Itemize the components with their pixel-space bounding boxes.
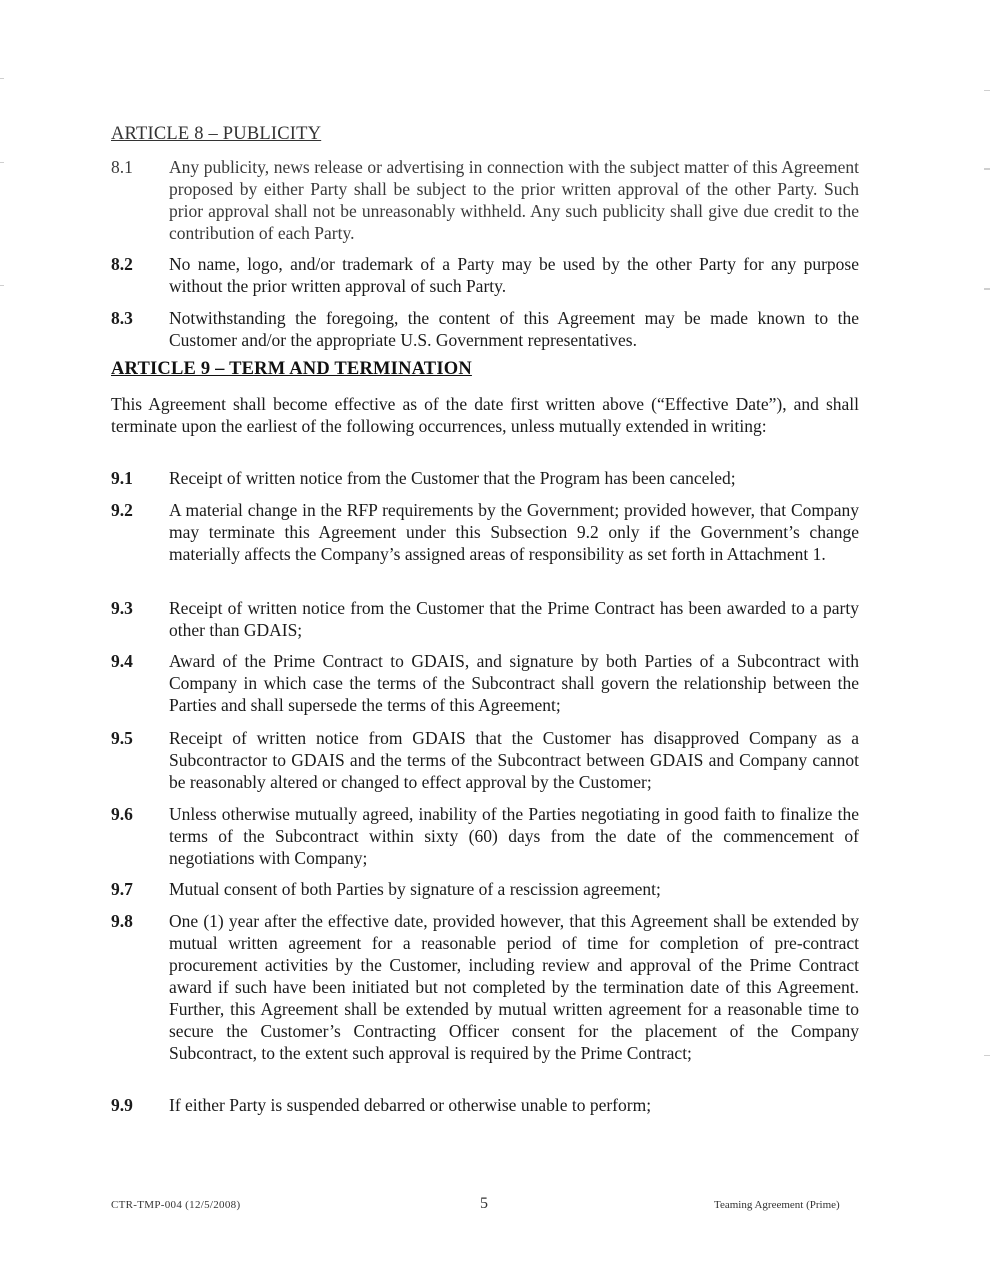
clause-number: 9.7	[111, 879, 133, 899]
clause-number: 8.3	[111, 308, 133, 328]
clause-number: 9.8	[111, 911, 133, 931]
clause-number: 9.4	[111, 651, 133, 671]
page-number: 5	[480, 1195, 488, 1212]
clause-text: Notwithstanding the foregoing, the content of this Agreement may be made known to the Customer and/or the appropriate U.S. Government representatives.	[169, 308, 859, 350]
clause-text: A material change in the RFP requirements by the Government; provided however, that Company may terminate this Agreement under this Subsection 9.2 only if the Government’s change materially affects the Company’s assigned areas of responsibility as set forth in Attachment 1.	[169, 500, 859, 564]
clause-text: Receipt of written notice from the Customer that the Prime Contract has been awarded to a party other than GDAIS;	[169, 598, 859, 640]
footer-doc-id: CTR-TMP-004 (12/5/2008)	[111, 1199, 241, 1211]
scan-mark	[0, 285, 4, 286]
clause-number: 9.1	[111, 468, 133, 488]
footer-title: Teaming Agreement (Prime)	[714, 1199, 840, 1211]
clause-number: 9.3	[111, 598, 133, 618]
scan-mark	[984, 288, 990, 290]
clause-text: Receipt of written notice from the Customer that the Program has been canceled;	[169, 468, 736, 488]
clause-number: 9.9	[111, 1095, 133, 1115]
scan-mark	[0, 162, 4, 163]
clause-number: 9.6	[111, 804, 133, 824]
scan-mark	[984, 168, 990, 170]
clause-text: Any publicity, news release or advertising in connection with the subject matter of this Agreement proposed by either Party shall be subject to the prior written approval of the other Party. Such prior approval shall not be unreasonably withheld. Any such publicity shall give due credit to the contribution of each Party.	[169, 157, 859, 243]
clause-text: No name, logo, and/or trademark of a Party may be used by the other Party for any purpose without the prior written approval of such Party.	[169, 254, 859, 296]
clause-text: Mutual consent of both Parties by signature of a rescission agreement;	[169, 879, 661, 899]
clause-text: Receipt of written notice from GDAIS that the Customer has disapproved Company as a Subcontractor to GDAIS and the terms of the Subcontract between GDAIS and Company cannot be reasonably altered or changed to effect approval by the Customer;	[169, 728, 859, 792]
clause-text: If either Party is suspended debarred or otherwise unable to perform;	[169, 1095, 652, 1115]
clause-text: One (1) year after the effective date, provided however, that this Agreement shall be extended by mutual written agreement for a reasonable period of time for completion of pre-contract procurement activities by the Customer, including review and approval of the Prime Contract award if such have been initiated but not completed by the termination date of this Agreement. Further, this Agreement shall be extended by mutual written agreement for a reasonable time to secure the Customer’s Contracting Officer consent for the placement of the Company Subcontract, to the extent such approval is required by the Prime Contract;	[169, 911, 859, 1063]
clause-number: 8.2	[111, 254, 133, 274]
clause-number: 9.5	[111, 728, 133, 748]
scan-mark	[984, 1055, 990, 1056]
scan-mark	[984, 90, 990, 91]
article-9-heading: ARTICLE 9 – TERM AND TERMINATION	[111, 359, 472, 379]
clause-text: Award of the Prime Contract to GDAIS, and signature by both Parties of a Subcontract with Company in which case the terms of the Subcontract shall govern the relationship between the Parties and shall supersede the terms of this Agreement;	[169, 651, 859, 715]
article-9-intro: This Agreement shall become effective as of the date first written above (“Effective Date”), and shall terminate upon the earliest of the following occurrences, unless mutually extended in writing:	[111, 394, 859, 436]
clause-number: 8.1	[111, 157, 133, 177]
clause-text: Unless otherwise mutually agreed, inability of the Parties negotiating in good faith to finalize the terms of the Subcontract within sixty (60) days from the date of the commencement of negotiations with Company;	[169, 804, 859, 868]
article-8-heading: ARTICLE 8 – PUBLICITY	[111, 124, 322, 144]
clause-number: 9.2	[111, 500, 133, 520]
scan-mark	[0, 78, 4, 79]
